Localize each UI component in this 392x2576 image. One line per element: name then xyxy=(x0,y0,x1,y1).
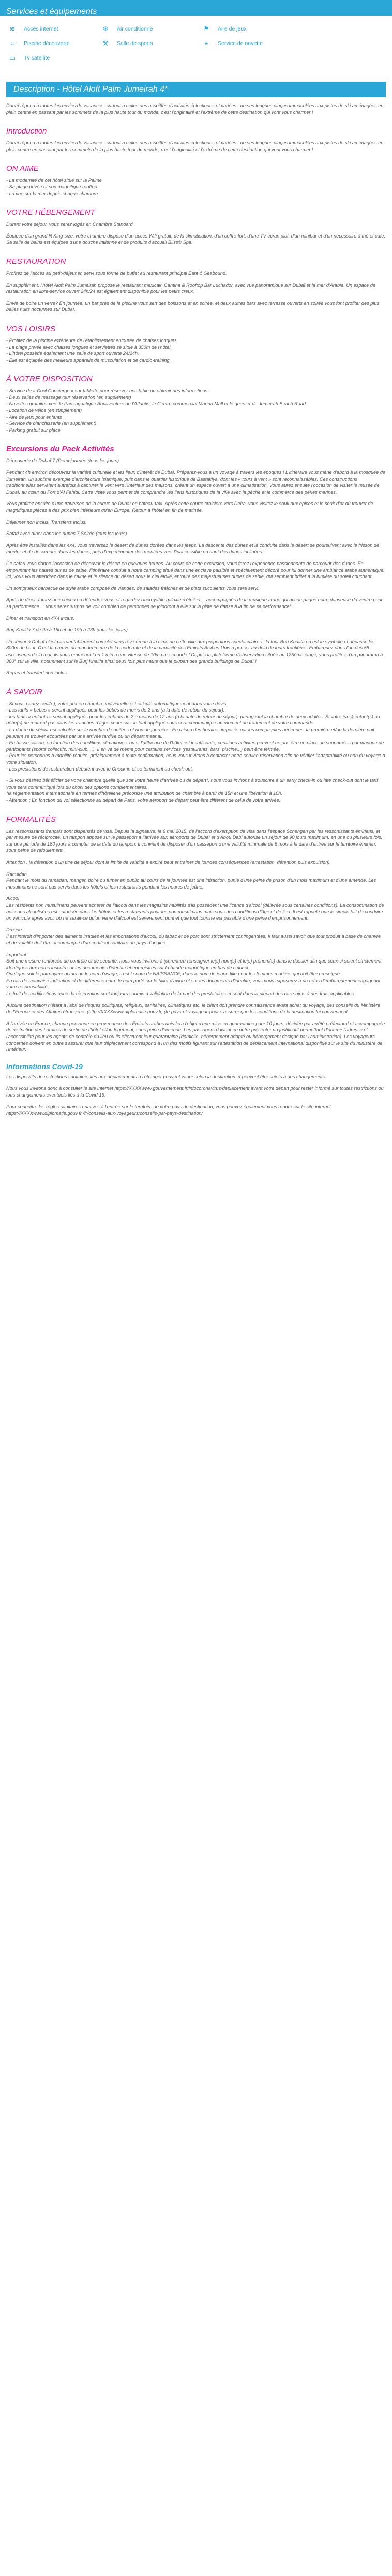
intro-text: Dubaï répond à toutes les envies de vacances, surtout à celles des assoiffés d'activités éclectiques et variées : de ses longues plages immaculées aux pistes de ski aménagées en plein centre en passant par les sommets de la plus haute tour du monde, c'est l'originalité et l'extrême de cette destination qui vont vous charmer ! xyxy=(6,103,384,115)
hebergement-text: Équipée d'un grand lit King-size, votre chambre dispose d'un accès Wifi gratuit, de la climatisation, d'un coffre-fort, d'une TV écran plat, d'un minibar et d'un nécessaire à thé et café. Sa salle de bains est équipée d'une douche italienne et de produits d'accueil Bliss® Spa. xyxy=(6,233,386,245)
covid-heading: Informations Covid-19 xyxy=(6,1062,83,1071)
service-label: Aire de jeux xyxy=(218,26,247,32)
services-grid xyxy=(0,16,392,62)
introduction-text: Dubaï répond à toutes les envies de vacances, surtout à celles des assoiffés d'activités éclectiques et variées : de ses longues plages immaculées aux pistes de ski aménagées en plein centre en passant par les sommets de la plus haute tour du monde, c'est l'originalité et l'extrême de cette destination qui vont vous charmer ! xyxy=(6,140,384,152)
snowflake-icon: ❄ xyxy=(102,25,109,33)
services-header xyxy=(0,0,392,16)
description-title: Description - Hôtel Aloft Palm Jumeirah 4* xyxy=(13,85,168,94)
list-item: - Deux salles de massage (sur réservation *en supplément) xyxy=(6,394,131,400)
loisirs-list xyxy=(6,337,386,363)
list-item: - Service de « Cool Concierge » sur tablette pour réserver une table ou obtenir des informations xyxy=(6,388,208,394)
formalites-text: Aucune destination n'étant à l'abri de risques politiques, religieux, sanitaires, climatiques etc. le client doit prendre connaissance avant achat du voyage, des conseils du Ministère de l'Europe et des Affaires étrangères (http://XXXXwww.diplomatie.gouv.fr, (fr/ pays-et-voyageur-pour s'assurer que les conditions de la destination lui conviennent. xyxy=(6,1002,381,1015)
service-label: Air conditionné xyxy=(117,26,153,32)
hebergement-heading: VOTRE HÉBERGEMENT xyxy=(6,208,95,217)
list-item: - Sa plage privée et son magnifique rooftop xyxy=(6,184,97,189)
aime-heading: ON AIME xyxy=(6,164,39,173)
hebergement-text: Durant votre séjour, vous serez logés en Chambre Standard. xyxy=(6,221,134,227)
disposition-heading: À VOTRE DISPOSITION xyxy=(6,375,93,384)
service-item xyxy=(200,39,293,48)
list-item: - Location de vélos (en supplément) xyxy=(6,408,82,413)
service-item xyxy=(6,25,99,33)
service-item xyxy=(99,25,200,33)
restauration-text: En supplément, l'hôtel Aloft Palm Jumeirah propose le restaurant mexicain Cantina & Rooftop Bar Luchador, avec vue panoramique sur Dubaï et la mer d'Arabie. Un espace de restauration en libre-service ouvert 24h/24 est également disponible pour les petits creux. xyxy=(6,282,376,294)
covid-text: Nous vous invitons donc à consulter le site internet https://XXXXwww.gouvernement.fr/infocoronavirus/deplacement avant votre départ pour rester informé sur toutes restrictions ou tous changements éventuels liés à la Covid-19. xyxy=(6,1086,384,1098)
main-content xyxy=(0,102,392,1117)
formalites-text: Les ressortissants français sont dispensés de visa. Depuis la signature, le 6 mai 2015, de l'accord d'exemption de visa dans l'espace Schengen par les ressortissants émiriens, et par mesure de réciprocité, un tampon apposé sur le passeport à l'arrivée aux aéroports de Dubaï et d'Abou Dabi autorise un séjour de 90 jours maximum, en une ou plusieurs fois, sur une période de 180 jours à compter de la date du tampon. Il convient de disposer d'un passeport d'une validité minimale de 6 mois à la date d'entrée sur le territoire émirien, sous peine de refoulement. xyxy=(6,828,383,853)
list-item: - Service de blanchisserie (en supplément) xyxy=(6,421,97,426)
covid-text: Les dispositifs de restrictions sanitaires liés aux déplacements à l'étranger peuvent varier selon la destination et peuvent être sujets à des changements. xyxy=(6,1074,326,1079)
list-item: - Parking gratuit sur place xyxy=(6,427,61,433)
introduction-heading: Introduction xyxy=(6,127,47,136)
formalites-text: A l'arrivée en France, chaque personne en provenance des Émirats arabes unis fera l'objet d'une mise en quarantaine pour 10 jours, décidée par arrêté préfectoral et accompagnée de restriction des horaires de sortie de l'hôtel et/ou logement, sous peine d'amende. Les passagers doivent en outre présenter un justificatif permettant d'obtenir l'adresse et l'accessibilité pour les agents de contrôle du lieu où ils effectuent leur quarantaine (domicile, hébergement adapté ou hébergement désigné par l'administration). Les voyageurs concernés doivent en outre s'assurer que leur déplacement correspond à l'un des motifs figurant sur l'attestation de déplacement international disponible sur le site du ministère de l'intérieur. xyxy=(6,1020,385,1053)
formalites-heading: FORMALITÉS xyxy=(6,815,56,824)
excursion-text: Découverte de Dubaï 7 (Demi-journée (tous les jours) xyxy=(6,458,119,464)
formalites-text: Important : Soit une mesure renforcée du contrôle et de sécurité, nous vous invitons à (ci)rentrer/ renseigner le(s) nom(s) et le(s) prénom(s) dans le dossier afin que ceux-ci soient strictement identiques aux noms inscrits sur les documents d'identité et enregistrés sur la bande magnétique en bas de celui-ci. Quel que soit le patronyme actuel ou le nom d'usage, c'est le nom de NAISSANCE, donc le nom de jeune fille pour les femmes mariées qui doit être renseigné. En cas de mauvaise indication et de différence entre le nom porté sur le billet d'avion et sur les documents d'identité, vous vous exposerez à un refus d'embarquement engageant votre responsabilité. Le fruit de modifications après la réservation sont toujours soumis à validation de la part des prestataires et sont dans la plupart des cas sujets à des frais applicables. xyxy=(6,952,382,997)
excursion-text: Déjeuner non inclus. Transferts inclus. xyxy=(6,519,87,525)
excursion-text: Un séjour à Dubaï n'est pas véritablement complet sans rêve rendu à la cime de cette ville aux proportions spectaculaires : la tour Burj Khalifa en est le symbole et dépasse les 800m de haut. C'est la preuve du mondérimètre de la modernité et de la capacité des Emirats Arabes Unis à penser au-delà de leurs frontières. Embarquez dans l'un des 58 ascenseurs de la tour, ils vous emmènent en 1 min à une vitesse de 10m par seconde ! Depuis la plateforme d'observation située au 125ème étage, vous profitez d'un panorama à 360° sur la ville, notamment sur le Burj Khalifa ainsi deux fois plus haute que le plupart des grands buildings de Dubaï ! xyxy=(6,639,383,664)
excursion-text: Burj Khalifa 7 de 9h à 15h et de 19h à 23h (tous les jours) xyxy=(6,627,128,633)
list-item: - L'hôtel possède également une salle de sport ouverte 24/24h. xyxy=(6,351,139,357)
savoir-heading: À SAVOIR xyxy=(6,687,43,697)
excursion-text: Après être installés dans les 4x4, vous traversez le désert de dunes dorées dans les jeeps. La descente des dunes et la conduite dans le désert se poursuivent avec le frisson de monter et de descendre dans les dunes, puis d'expérimenter des montées vers l'inaccessible en haut des dunes inclinées. xyxy=(6,542,380,555)
formalites-text: Alcool Les résidents non musulmans peuvent acheter de l'alcool dans les magasins habilités s'ils possèdent une licence d'alcool (délivrée sous certaines conditions). La consommation de boissons alcoolisées est autorisée dans les hôtels et les restaurants pour les non musulmans mais sous des conditions d'âge et de lieu. Il est rappelé que le simple fait de conduire un véhicule après avoir bu ne serait-ce qu'un verre d'alcool est sévèrement puni et que tout touriste est passible d'une peine d'emprisonnement. xyxy=(6,896,384,921)
formalites-text: Attention : la détention d'un titre de séjour dont la limite de validité a expiré peut entraîner de lourdes conséquences (arrestation, détention puis expulsion). xyxy=(6,859,331,865)
excursion-text: Ce safari vous donne l'occasion de découvrir le désert en quelques heures. Au cours de cette excursion, vous ferez l'expérience passionnante de parcourir des dunes. En empruntant les hautes dunes de sable, l'itinéraire conduit à notre camping situé dans une enclave paisible et spécialement décoré pour lui donner une ambiance arabe authentique. Ici, vous vous attendrez dans le calme et le silence du désert sous le ciel étoilé, entouré des majestueuses dunes de sable, qui semblent briller à la lumière du soleil couchant. xyxy=(6,560,385,580)
list-item: - La plage privée avec chaises longues et serviettes se situe à 350m de l'hôtel. xyxy=(6,344,172,350)
list-item: - La vue sur la mer depuis chaque chambre xyxy=(6,190,98,196)
excursion-text: Un somptueux barbecue de style arabe composé de viandes, de salades fraîches et de plats succulents vous sera servi. xyxy=(6,585,260,591)
list-item: - Elle est équipée des meilleurs appareils de musculation et de cardio-training. xyxy=(6,357,171,363)
disposition-list xyxy=(6,388,386,433)
service-label: Salle de sports xyxy=(117,40,153,47)
service-item xyxy=(6,39,99,48)
excursion-text: Repas et transfert non inclus. xyxy=(6,670,68,676)
loisirs-heading: VOS LOISIRS xyxy=(6,324,56,333)
service-label: Tv satellite xyxy=(24,55,50,61)
excursion-text: Safari avec dîner dans les dunes 7 Soirée (tous les jours) xyxy=(6,531,127,537)
restauration-text: Envie de boire un verre? En journée, un bar près de la piscine vous sert des boissons et en soirée, et deux autres bars avec terrasse ouverts en soirée vous font profiter des plus belles nuits nocturnes sur Dubaï. xyxy=(6,300,380,313)
playground-icon: ⚑ xyxy=(203,25,209,33)
savoir-text: - Si vous partez seul(e), votre prix en chambre individuelle est calculé automatiquement dans votre devis. - Les tarifs « bébés » seront appliqués pour les bébés de moins de 2 ans (à la date de retour du séjour). - les tarifs « enfants » seront appliqués pour les enfants de 2 à moins de 12 ans (à la date de retour du séjour), partageant la chambre de deux adultes. Si votre (vos) enfant(s) ou bébé(s) ne rentrent pas dans les tranches d'âges ci-dessus, le tarif appliqué sous sera communiqué au moment du traitement de votre commande. - La durée du séjour est calculée sur le nombre de nuitées et non de journées. En raison des horaires imposés par les compagnies aériennes, la première et/ou la dernière nuit peuvent se trouver écourtées par une arrivée tardive ou un départ matinal. - En basse saison, en fonction des conditions climatiques, ou si l'affluence de l'hôtel est insuffisante, certaines activités peuvent ne pas être en place ou supprimées par manque de participants (sports collectifs, mini-club,...). Il en va de même pour certains services (restaurants, bars, piscine...) peut être fermée. - Pour les personnes à mobilité réduite, préalablement à toute confirmation, nous vous invitons à contacter notre service réservation afin de vérifier l'adaptabilité ou non du voyage à votre situation. - Les prestations de restauration débutent avec le Check-in et se terminent au check-out. xyxy=(6,701,385,772)
formalites-text: Drogue Il est interdit d'importer des aliments irradiés et les importations d'alcool, du tabac et de porc sont strictement contingentées. Il faut aussi savoir que tout produit à base de chanvre et de volatile doit être accompagné d'un certificat sanitaire du pays d'origine. xyxy=(6,927,381,945)
list-item: - La modernité de cet hôtel situé sur la Palme xyxy=(6,177,102,183)
services-title: Services et équipements xyxy=(6,7,97,16)
service-item xyxy=(99,39,200,48)
savoir-text: - Si vous désirez bénéficier de votre chambre quelle que soit votre heure d'arrivée ou de départ*, nous vous invitons à souscrire à un early check-in ou late check-out dont le tarif vous sera communiqué lors du choix des options complémentaires. *la réglementation internationale en termes d'hôtellerie préconise une attribution de chambre à partir de 15h et une libération à 10h. - Attention : En fonction du vol sélectionné au départ de Paris, votre aéroport de départ peut être différent de celui de votre arrivée. xyxy=(6,778,378,803)
service-label: Service de navette xyxy=(218,40,263,47)
covid-text: Pour connaître les règles sanitaires relatives à l'entrée sur le territoire de votre pays de destination, vous pouvez également vous rendre sur le site internet https://XXXXwww.diplomatie.gouv.fr /fr/conseils-aux-voyageurs/conseils-par-pays-destination/ xyxy=(6,1104,331,1116)
aime-list xyxy=(6,177,386,197)
wifi-icon: ≋ xyxy=(9,25,16,33)
description-header xyxy=(6,82,386,97)
service-label: Accès internet xyxy=(24,26,58,32)
tv-icon: ▭ xyxy=(9,54,16,62)
excursions-heading: Excursions du Pack Activités xyxy=(6,445,114,454)
restauration-heading: RESTAURATION xyxy=(6,257,66,266)
excursion-text: Dîner et transport en 4X4 inclus. xyxy=(6,615,74,621)
list-item: - Profitez de la piscine extérieure de l'établissement entourée de chaises longues. xyxy=(6,337,178,343)
service-item xyxy=(6,54,99,62)
dumbbell-icon: ⚒ xyxy=(102,39,109,47)
excursion-text: Après le dîner, fumez une chicha ou détendez-vous et regardez l'incroyable galaxie d'étoiles ... accompagnés de la musique arabe qui accompagne notre danseuse du ventre pour sa performance ... vous serez surpris de voir combien de personnes se joindront à elle sur la piste de danse à la fin de sa performance! xyxy=(6,597,383,609)
restauration-text: Profitez de l'accès au petit-déjeuner, servi sous forme de buffet au restaurant principal Eant & Seabound. xyxy=(6,270,227,276)
formalites-text: Ramadan Pendant le mois du ramadan, manger, boire ou fumer en public au cours de la journée est une infraction, punie d'une peine de prison d'un mois maximum et d'une amende. Les musulmans ne sont pas servis dans les hôtels et les restaurants pendant les heures de jeûne. xyxy=(6,871,376,890)
list-item: - Aire de jeux pour enfants xyxy=(6,414,62,420)
service-label: Piscine découverte xyxy=(24,40,70,47)
excursion-text: Vous profitez ensuite d'une traversée de la crique de Dubaï en bateau-taxi. Après cette courte croisière vers Deira, vous visitez le souk aux épices et le souk d'or où trouver de magnifiques pièces à des prix bien inférieurs qu'en Europe. Retour à l'hôtel en fin de matinée. xyxy=(6,501,373,513)
service-item xyxy=(200,25,293,33)
pool-icon: ≈ xyxy=(10,39,14,48)
concierge-icon: ◓ xyxy=(204,39,208,48)
list-item: - Navettes gratuites vers le Parc aquatique Aquaventure de l'Atlantis, le Centre commercial Marina Mall et le quartier de Jumeirah Beach Road. xyxy=(6,401,307,407)
excursion-text: Pendant 4h environ découvrez la variété culturelle et les lieux d'intérêt de Dubaï. Préparez-vous à un voyage à travers les époques ! L'itinéraire vous mène d'abord à la mosquée de Jumeirah, un sublime exemple d'architecture islamique, puis dans le quartier historique de Bastakiya, dont les « tours à vent » sont reconnaissables. Ces constructions traditionnelles servaient autrefois à capturer le vent vers l'intérieur des maisons, créant un espace ouvert à une climatisation. Vous aurez ensuite l'occasion de visiter le musée de Dubaï, au cœur du Fort d'Al Fahidi. Cette visite vous permet de comprendre les liens historiques de la ville avec la pêche et le commerce des perles marines. xyxy=(6,470,386,495)
